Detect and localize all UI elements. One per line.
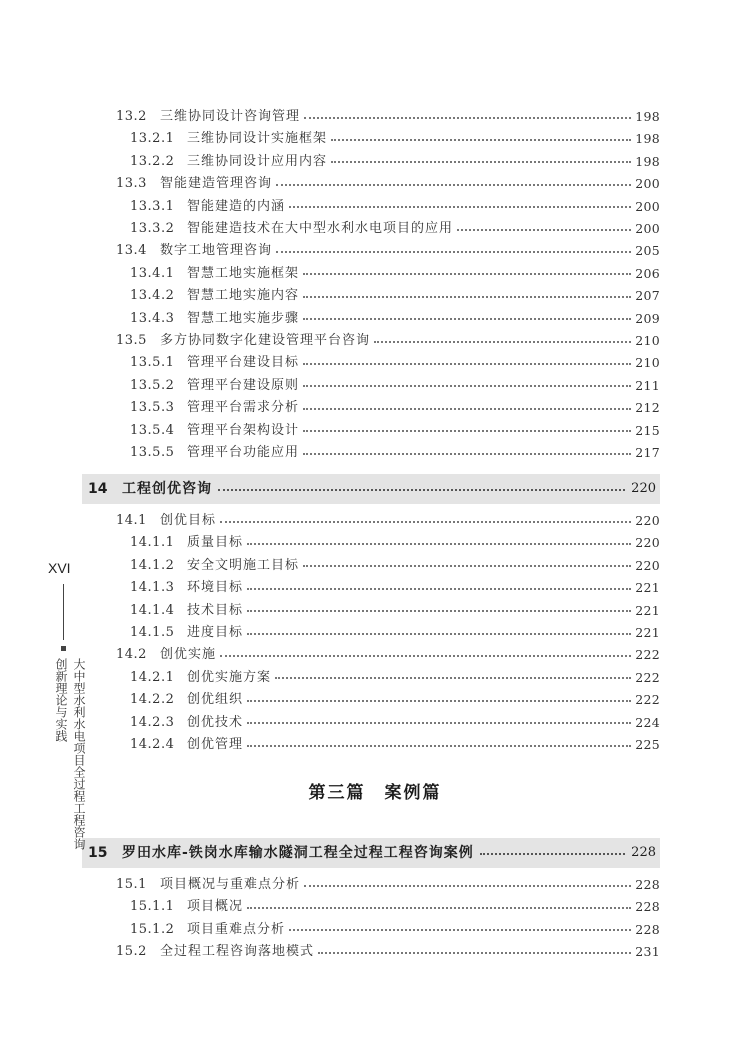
chapter-title: 罗田水库-铁岗水库输水隧洞工程全过程工程咨询案例	[122, 845, 474, 861]
toc-leader-dots	[303, 295, 631, 298]
toc-entry-number: 15.1.1	[130, 899, 175, 915]
toc-entry	[116, 644, 660, 666]
toc-entry	[130, 600, 660, 622]
toc-entry-number: 13.3.2	[130, 221, 175, 236]
toc-entry-title: 技术目标	[187, 602, 244, 618]
toc-entry-title: 创优目标	[160, 513, 217, 528]
toc-entry-page: 215	[635, 422, 660, 438]
toc-leader-dots	[303, 272, 631, 275]
toc-entry-page: 212	[635, 400, 660, 416]
toc-entry-page: 228	[635, 921, 660, 937]
toc-entry-page: 217	[635, 445, 660, 460]
book-title-line-1: 大中型水利水电项目全过程工程咨询	[72, 658, 86, 850]
toc-entry-number: 14.2.3	[130, 714, 175, 730]
toc-entry	[130, 555, 660, 577]
sidebar-rule	[63, 584, 64, 640]
toc-entry	[130, 712, 660, 734]
chapter-number: 14	[88, 481, 108, 497]
toc-entry-page: 228	[635, 899, 660, 915]
toc-entry-page: 210	[635, 333, 660, 348]
toc-leader-dots	[304, 884, 631, 887]
toc-entry-page: 211	[635, 377, 660, 393]
toc-entry-title: 创优组织	[187, 692, 244, 708]
toc-entry-title: 项目重难点分析	[187, 921, 286, 937]
toc-entry-title: 全过程工程咨询落地模式	[160, 944, 315, 960]
toc-entry-page: 200	[635, 198, 660, 214]
chapter-number: 15	[88, 845, 108, 861]
toc-entry	[130, 397, 660, 419]
toc-entry	[130, 420, 660, 442]
chapter-page: 228	[631, 845, 656, 860]
toc-entry-page: 198	[635, 109, 660, 124]
toc-leader-dots	[457, 228, 631, 231]
toc-leader-dots	[247, 587, 631, 590]
toc-entry-number: 15.1.2	[130, 921, 175, 937]
part-title: 第三篇 案例篇	[308, 783, 442, 803]
toc-entry	[130, 622, 660, 644]
toc-entry-page: 205	[635, 243, 660, 259]
toc-leader-dots	[247, 542, 631, 545]
toc-entry-page: 198	[635, 131, 660, 147]
toc-leader-dots	[275, 676, 631, 679]
toc-leader-dots	[331, 160, 631, 163]
toc-entry-number: 13.4.1	[130, 265, 175, 281]
toc-entry-title: 创优管理	[187, 737, 244, 752]
toc-entry-number: 13.5.5	[130, 445, 175, 460]
toc-entry-number: 14.2.4	[130, 737, 175, 752]
toc-entry-number: 13.5.1	[130, 355, 175, 371]
toc-entry-page: 220	[635, 513, 660, 528]
chapter-page: 220	[631, 481, 656, 496]
toc-leader-dots	[247, 609, 631, 612]
toc-entry-title: 管理平台建设目标	[187, 355, 300, 371]
toc-leader-dots	[289, 928, 631, 931]
toc-leader-dots	[276, 250, 631, 253]
toc-leader-dots	[220, 520, 631, 523]
toc-entry-title: 管理平台架构设计	[187, 422, 300, 438]
toc-entry-page: 200	[635, 221, 660, 236]
toc-entry	[130, 196, 660, 218]
toc-entry-title: 智能建造技术在大中型水利水电项目的应用	[187, 221, 454, 236]
toc-entry-title: 多方协同数字化建设管理平台咨询	[160, 333, 371, 348]
toc-entry-title: 创优实施	[160, 647, 217, 663]
toc-leader-dots	[303, 452, 631, 455]
toc-entry-page: 221	[635, 625, 660, 640]
toc-leader-dots	[247, 744, 631, 747]
toc-leader-dots	[303, 362, 631, 365]
toc-leader-dots	[303, 429, 631, 432]
toc-entry-title: 创优技术	[187, 714, 244, 730]
toc-entry-number: 14.2.1	[130, 669, 175, 685]
toc-entry-page: 220	[635, 557, 660, 573]
page-number: XVI	[48, 560, 71, 576]
toc-entry-number: 13.5.2	[130, 377, 175, 393]
toc-entry-number: 14.2.2	[130, 692, 175, 708]
toc-leader-dots	[303, 407, 631, 410]
toc-entry-title: 数字工地管理咨询	[160, 243, 273, 259]
toc-entry-title: 智慧工地实施框架	[187, 265, 300, 281]
toc-entry-number: 13.5.3	[130, 400, 175, 416]
toc-entry-title: 项目概况	[187, 899, 244, 915]
toc-entry-title: 管理平台功能应用	[187, 445, 300, 460]
toc-entry-number: 13.2	[116, 109, 147, 124]
toc-entry-page: 207	[635, 288, 660, 304]
toc-entry-title: 智能建造管理咨询	[160, 176, 273, 192]
toc-entry-number: 14.1.5	[130, 625, 175, 640]
chapter-title: 工程创优咨询	[122, 481, 212, 497]
toc-entry-number: 13.2.2	[130, 153, 175, 169]
toc-entry	[130, 352, 660, 374]
toc-entry-page: 224	[635, 714, 660, 730]
toc-leader-dots	[247, 632, 631, 635]
toc-leader-dots	[304, 116, 631, 119]
toc-entry	[116, 874, 660, 896]
toc-entry-page: 210	[635, 355, 660, 371]
toc-leader-dots	[303, 564, 631, 567]
toc-leader-dots	[303, 384, 631, 387]
toc-entry	[130, 734, 660, 756]
toc-entry-page: 221	[635, 580, 660, 596]
toc-entry-title: 进度目标	[187, 625, 244, 640]
toc-entry-page: 220	[635, 535, 660, 551]
toc-entry-title: 质量目标	[187, 535, 244, 551]
toc-entry-number: 13.3	[116, 176, 147, 192]
toc-entry-title: 智能建造的内涵	[187, 198, 286, 214]
toc-entry	[130, 689, 660, 711]
page-sidebar	[48, 560, 88, 860]
toc-entry-title: 管理平台建设原则	[187, 377, 300, 393]
toc-entry-page: 198	[635, 153, 660, 169]
toc-entry-page: 228	[635, 877, 660, 892]
toc-leader-dots	[276, 183, 631, 186]
toc-leader-dots	[289, 205, 631, 208]
toc-entry-title: 智慧工地实施内容	[187, 288, 300, 304]
toc-entry	[116, 106, 660, 128]
toc-entry	[130, 577, 660, 599]
toc-entry-number: 15.2	[116, 944, 147, 960]
toc-entry-number: 13.3.1	[130, 198, 175, 214]
toc-entry-page: 231	[635, 944, 660, 960]
toc-leader-dots	[480, 852, 625, 855]
toc-entry	[116, 240, 660, 262]
toc-leader-dots	[220, 654, 631, 657]
sidebar-square-mark	[61, 646, 66, 651]
toc-entry-number: 13.5.4	[130, 422, 175, 438]
toc-entry	[116, 330, 660, 352]
book-title-line-2: 创新理论与实践	[54, 658, 68, 742]
toc-leader-dots	[318, 951, 631, 954]
toc-entry	[130, 263, 660, 285]
toc-entry	[130, 128, 660, 150]
toc-entry-number: 14.2	[116, 647, 147, 663]
toc-entry-number: 14.1.2	[130, 557, 175, 573]
toc-leader-dots	[303, 317, 631, 320]
toc-entry	[130, 896, 660, 918]
toc-leader-dots	[218, 488, 625, 491]
toc-entry-title: 环境目标	[187, 580, 244, 596]
toc-entry-number: 13.5	[116, 333, 147, 348]
toc-entry	[130, 919, 660, 941]
toc-entry-title: 三维协同设计应用内容	[187, 153, 328, 169]
toc-entry-number: 13.4.2	[130, 288, 175, 304]
toc-leader-dots	[374, 340, 631, 343]
toc-entry-number: 13.2.1	[130, 131, 175, 147]
toc-entry-page: 209	[635, 310, 660, 326]
toc-entry-number: 14.1.3	[130, 580, 175, 596]
toc-entry-page: 200	[635, 176, 660, 192]
toc-entry	[130, 218, 660, 240]
toc-entry-title: 三维协同设计咨询管理	[160, 109, 301, 124]
toc-entry-number: 15.1	[116, 877, 147, 892]
toc-entry	[116, 941, 660, 963]
toc-entry-number: 14.1.4	[130, 602, 175, 618]
toc-entry-number: 14.1.1	[130, 535, 175, 551]
toc-leader-dots	[247, 906, 631, 909]
toc-entry-title: 安全文明施工目标	[187, 557, 300, 573]
toc-leader-dots	[247, 721, 631, 724]
toc-entry	[130, 151, 660, 173]
toc-entry-title: 智慧工地实施步骤	[187, 310, 300, 326]
toc-entry-page: 225	[635, 737, 660, 752]
toc-entry	[116, 173, 660, 195]
toc-entry	[130, 375, 660, 397]
toc-entry	[116, 510, 660, 532]
toc-entry-number: 14.1	[116, 513, 147, 528]
toc-entry-number: 13.4.3	[130, 310, 175, 326]
toc-chapter-heading	[82, 838, 660, 868]
toc-leader-dots	[331, 138, 631, 141]
toc-entry-title: 管理平台需求分析	[187, 400, 300, 416]
toc-leader-dots	[247, 699, 631, 702]
toc-entry-title: 创优实施方案	[187, 669, 272, 685]
toc-entry-page: 206	[635, 265, 660, 281]
toc-entry-title: 三维协同设计实施框架	[187, 131, 328, 147]
toc-entry	[130, 308, 660, 330]
toc-entry	[130, 285, 660, 307]
toc-entry-number: 13.4	[116, 243, 147, 259]
toc-entry-page: 222	[635, 692, 660, 708]
toc-entry-page: 222	[635, 669, 660, 685]
toc-entry	[130, 442, 660, 464]
toc-entry	[130, 532, 660, 554]
toc-entry	[130, 667, 660, 689]
toc-entry-title: 项目概况与重难点分析	[160, 877, 301, 892]
toc-entry-page: 221	[635, 602, 660, 618]
toc-chapter-heading	[82, 474, 660, 504]
toc-entry-page: 222	[635, 647, 660, 663]
